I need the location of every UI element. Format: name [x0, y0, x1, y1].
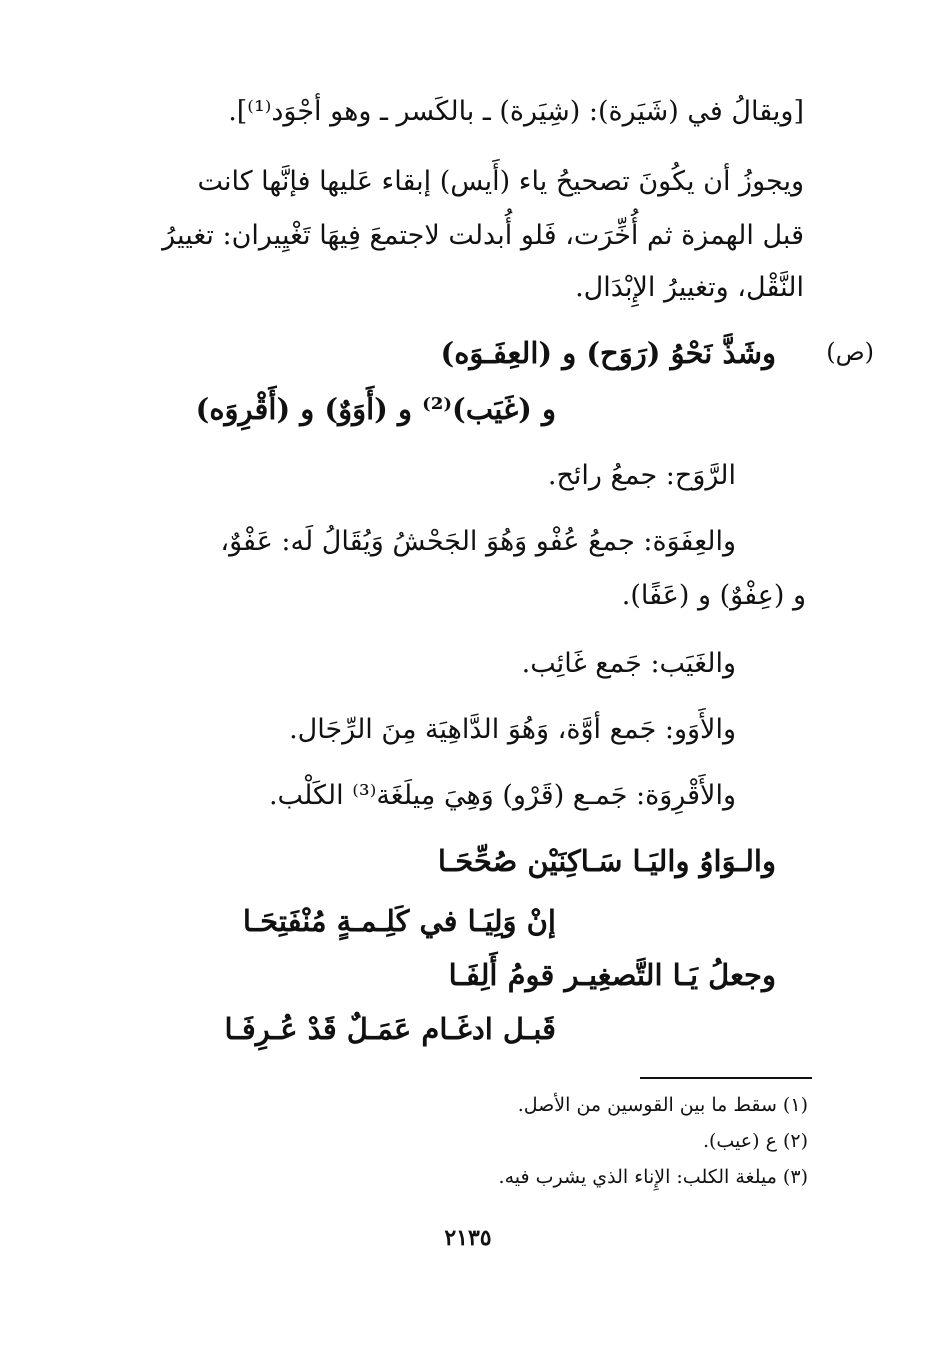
- definition-line-6: والأَقْرِوَة: جَمـع (قَرْو) وَهِيَ مِيلَغَة⁽³⁾ الكَلْب.: [268, 780, 736, 811]
- definition-line-3: و (عِفْوٌ) و (عَفًا).: [621, 580, 806, 611]
- verse-line-3: والـوَاوُ واليَـا سَـاكِنَيْن صُحِّحَـا: [437, 844, 776, 878]
- definition-line-1: الرَّوَح: جمعُ رائح.: [547, 460, 736, 491]
- text-line-1: [ويقالُ في (شَيَرة): (شِيَرة) ـ بالكَسر ـ وهو أجْوَد⁽¹⁾].: [228, 96, 804, 127]
- definition-line-5: والأَوَو: جَمع أوَّة، وَهُوَ الدَّاهِيَة مِنَ الرِّجَال.: [289, 714, 736, 745]
- footnote-1: (١) سقط ما بين القوسين من الأصل.: [517, 1094, 808, 1116]
- text-line-4: النَّقْل، وتغييرُ الإِبْدَال.: [575, 272, 804, 303]
- verse-line-6: قَبـل ادغَـام عَمَـلٌ قَدْ عُـرِفَـا: [224, 1012, 556, 1046]
- verse-line-1: وشَذَّ نَحْوُ (رَوَح) و (العِفَـوَه): [440, 336, 776, 370]
- definition-line-4: والغَيَب: جَمع غَائِب.: [521, 648, 736, 679]
- footnote-2: (٢) ع (عيب).: [702, 1130, 808, 1152]
- text-line-2: ويجوزُ أن يكُونَ تصحيحُ ياء (أَيس) إبقاء عَليها فإنَّها كانت: [197, 166, 804, 197]
- verse-line-2: و (غَيَب)⁽²⁾ و (أَوَوٌ) و (أَقْرِوَه): [195, 392, 556, 426]
- verse-line-5: وجعلُ يَـا التَّصغِيـر قومُ أَلِفَـا: [448, 958, 776, 992]
- footnote-divider: [640, 1077, 812, 1079]
- section-marker: (ص): [826, 338, 874, 366]
- definition-line-2: والعِفَوَة: جمعُ عُفْو وَهُوَ الجَحْشُ وَيُقَالُ لَه: عَفْوٌ،: [220, 526, 736, 557]
- verse-line-4: إنْ وَلِيَـا في كَلِـمـةٍ مُنْفَتِحَـا: [242, 904, 556, 938]
- text-line-3: قبل الهمزة ثم أُخِّرَت، فَلو أُبدلت لاجتمعَ فِيهَا تَغْيِيران: تغييرُ: [162, 220, 804, 251]
- page-number: ٢١٣٥: [444, 1225, 492, 1251]
- footnote-3: (٣) ميلغة الكلب: الإِناء الذي يشرب فيه.: [498, 1166, 808, 1188]
